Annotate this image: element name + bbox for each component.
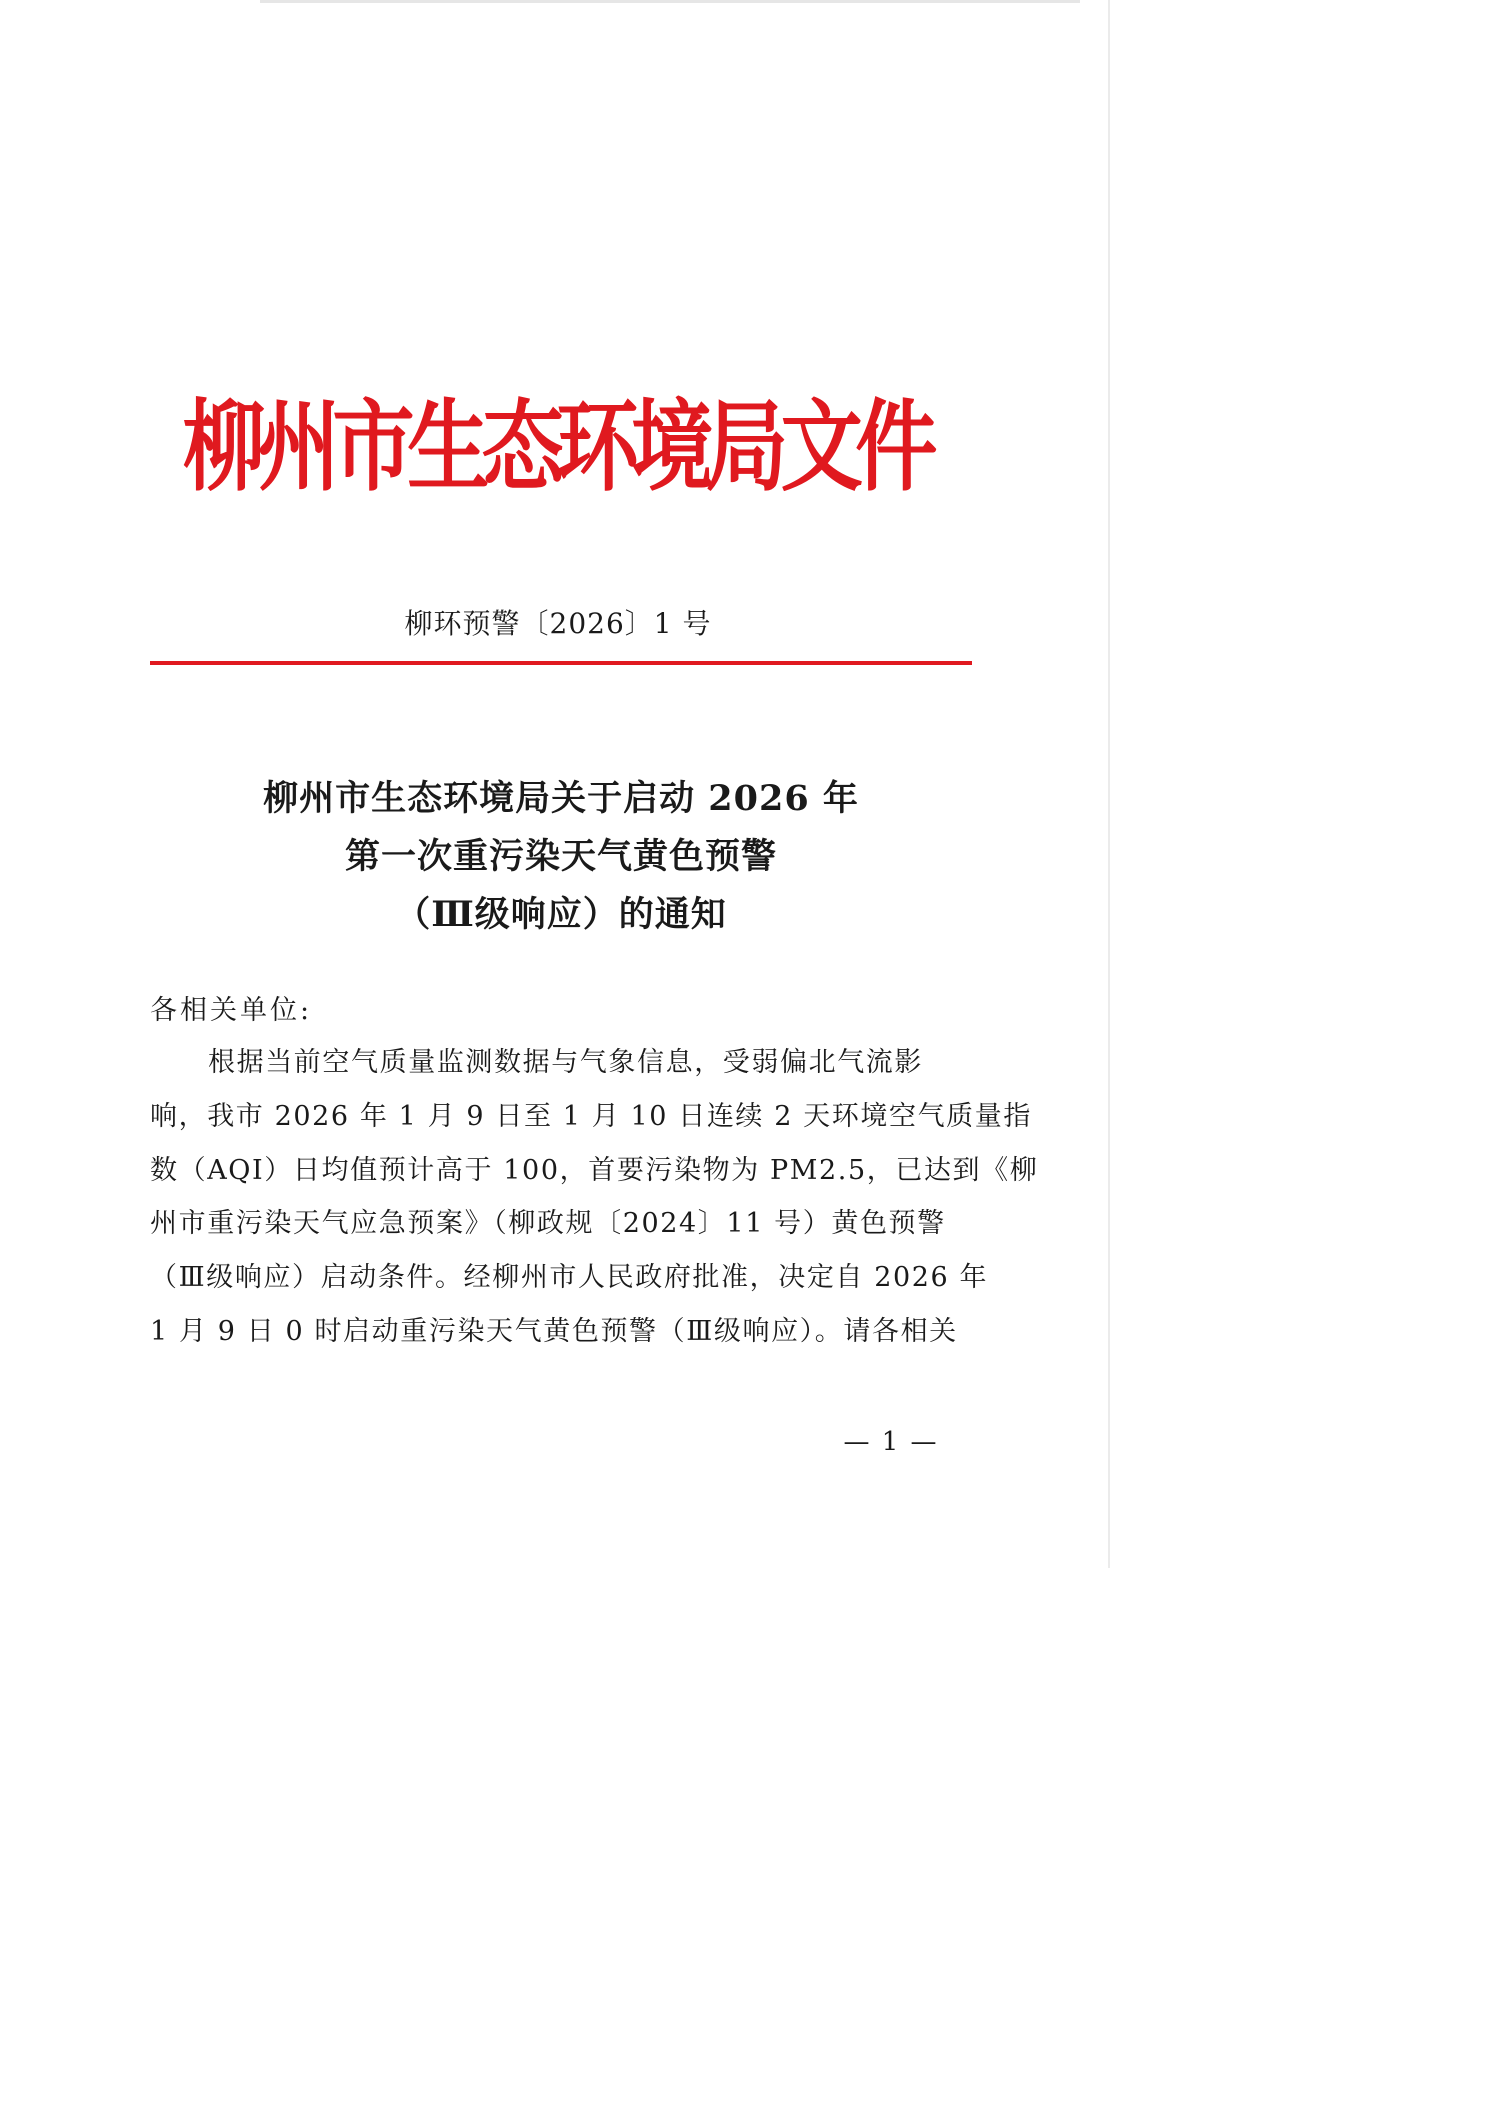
body-line: 1 月 9 日 0 时启动重污染天气黄色预警（Ⅲ级响应）。请各相关 — [150, 1315, 958, 1347]
body-line: 州市重污染天气应急预案》（柳政规〔2024〕11 号）黄色预警 — [150, 1208, 946, 1240]
body-paragraph — [150, 1036, 1039, 1359]
notice-title-line: 柳州市生态环境局关于启动 2026 年 — [263, 778, 859, 819]
red-separator-line — [150, 661, 972, 665]
body-line: 数（AQI）日均值预计高于 100，首要污染物为 PM2.5，已达到《柳 — [150, 1154, 1039, 1186]
notice-title-line: 第一次重污染天气黄色预警 — [344, 836, 777, 877]
page-number: — 1 — — [843, 1427, 939, 1457]
notice-title — [150, 770, 972, 944]
scan-edge-top — [260, 0, 1080, 3]
scan-edge-right — [1108, 0, 1110, 1568]
salutation: 各相关单位: — [150, 995, 313, 1026]
body-line: 根据当前空气质量监测数据与气象信息，受弱偏北气流影 — [208, 1047, 923, 1078]
body-line: （Ⅲ级响应）启动条件。经柳州市人民政府批准，决定自 2026 年 — [150, 1262, 989, 1294]
body-line: 响，我市 2026 年 1 月 9 日至 1 月 10 日连续 2 天环境空气质量指 — [150, 1100, 1032, 1132]
masthead-title: 柳州市生态环境局文件 — [183, 390, 930, 505]
notice-title-line: （Ⅲ级响应）的通知 — [395, 894, 727, 935]
document-number: 柳环预警〔2026〕1 号 — [404, 607, 712, 640]
